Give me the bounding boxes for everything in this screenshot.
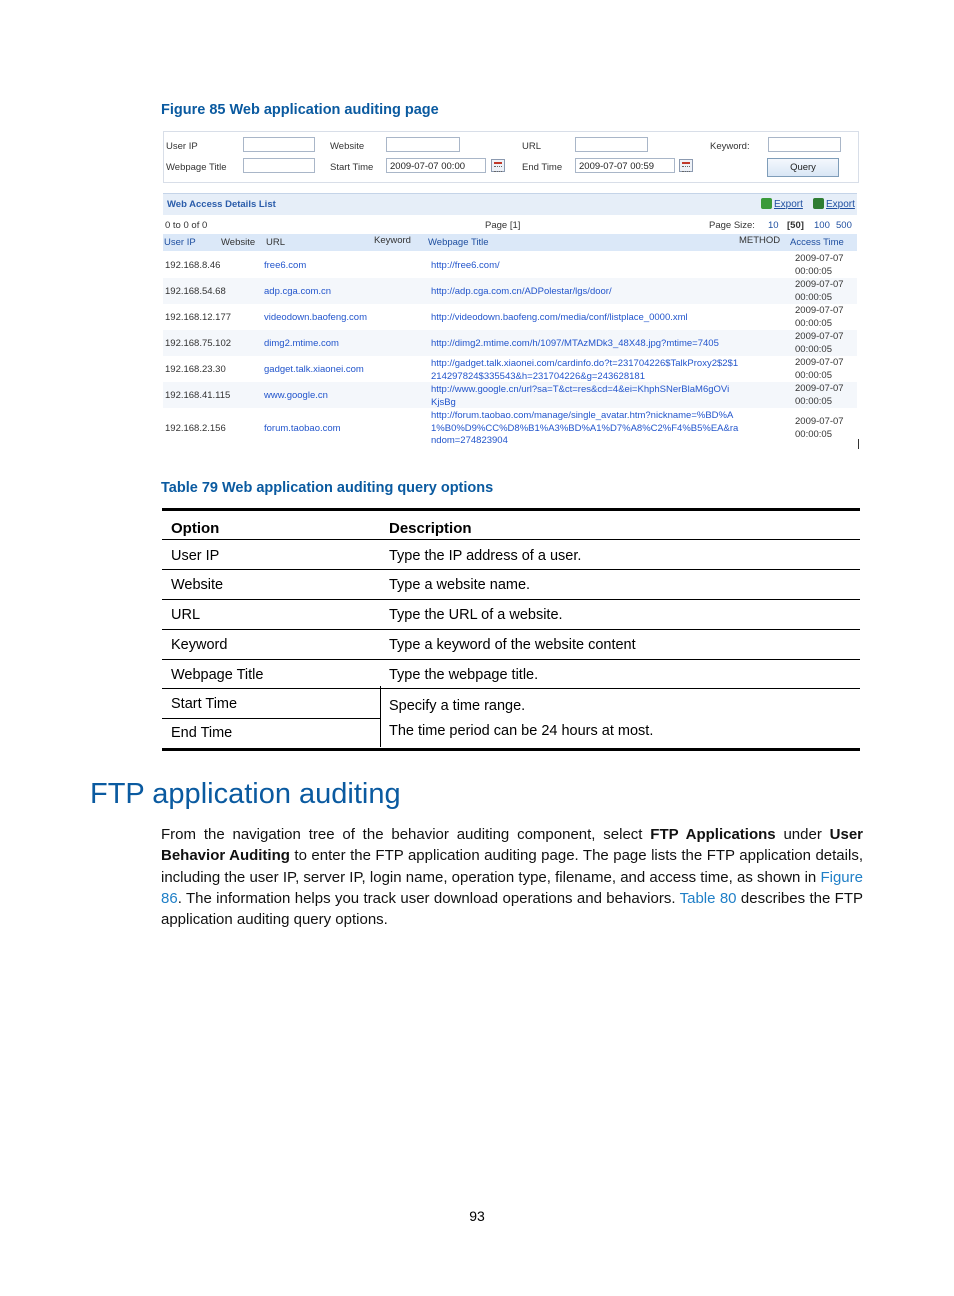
website-input[interactable] <box>386 137 460 152</box>
col-webpage-title[interactable]: Webpage Title <box>428 237 489 248</box>
row-url[interactable]: http://www.google.cn/url?sa=T&ct=res&cd=4&ei=KhphSNerBlaM6gOVi KjsBg <box>431 384 730 408</box>
user-ip-label: User IP <box>166 141 198 152</box>
header-option: Option <box>171 520 220 537</box>
page-size-100[interactable]: 100 <box>814 220 830 231</box>
row-url[interactable]: http://videodown.baofeng.com/media/conf/listplace_0000.xml <box>431 312 688 323</box>
row-url[interactable]: http://adp.cga.com.cn/ADPolestar/lgs/door/ <box>431 286 612 297</box>
url-input[interactable] <box>575 137 648 152</box>
calendar-icon[interactable] <box>491 159 505 172</box>
row-access-time: 2009-07-07 00:00:05 <box>795 279 844 303</box>
end-time-label: End Time <box>522 162 563 173</box>
page-indicator: Page [1] <box>485 220 521 231</box>
table-row <box>162 600 860 630</box>
table-bottom-rule <box>162 748 860 751</box>
figure-caption: Figure 85 Web application auditing page <box>161 102 439 118</box>
figure-link[interactable]: Figure 86 <box>161 868 863 907</box>
option-cell: Website <box>171 577 224 593</box>
start-time-input[interactable]: 2009-07-07 00:00 <box>386 158 486 173</box>
row-access-time: 2009-07-07 00:00:05 <box>795 416 844 440</box>
row-access-time: 2009-07-07 00:00:05 <box>795 305 844 329</box>
option-cell: User IP <box>171 548 220 564</box>
row-user-ip: 192.168.23.30 <box>165 364 226 375</box>
col-method[interactable]: METHOD <box>739 235 781 246</box>
row-website[interactable]: videodown.baofeng.com <box>264 312 367 323</box>
col-keyword[interactable]: Keyword <box>374 235 411 246</box>
bold-text: User Behavior Auditing <box>161 826 864 865</box>
row-url[interactable]: http://forum.taobao.com/manage/single_avatar.htm?nickname=%BD%A 1%B0%D9%CC%D8%B1%A3%BD%A1%D7%A8%C2%F4%B5%EA&ra ndom=274823904 <box>431 410 739 446</box>
description-cell: Type a website name. <box>389 577 531 593</box>
keyword-input[interactable] <box>768 137 841 152</box>
option-cell: Webpage Title <box>171 667 264 683</box>
table-row <box>162 540 860 570</box>
table-row <box>163 278 857 304</box>
export-excel-button[interactable] <box>813 198 855 210</box>
list-title: Web Access Details List <box>167 199 276 210</box>
row-url[interactable]: http://gadget.talk.xiaonei.com/cardinfo.do?t=231704226$TalkProxy2$2$1 214297824$335543&h=231704226&g=243628181 <box>431 358 739 382</box>
row-website[interactable]: adp.cga.com.cn <box>264 286 332 297</box>
description-cell: Type the IP address of a user. <box>389 548 582 564</box>
table-row <box>163 330 857 356</box>
scrollbar-edge <box>858 439 859 449</box>
table-header-row <box>162 511 860 540</box>
page-size-500[interactable]: 500 <box>836 220 852 231</box>
text: under <box>775 826 830 843</box>
row-user-ip: 192.168.41.115 <box>165 390 231 401</box>
export-icon <box>761 198 772 209</box>
row-website[interactable]: www.google.cn <box>264 390 328 401</box>
col-url[interactable]: URL <box>266 237 286 248</box>
row-website[interactable]: dimg2.mtime.com <box>264 338 339 349</box>
table-row <box>163 356 857 382</box>
bold-text: FTP Applications <box>650 826 776 843</box>
row-user-ip: 192.168.12.177 <box>165 312 232 323</box>
row-access-time: 2009-07-07 00:00:05 <box>795 383 844 407</box>
row-website[interactable]: free6.com <box>264 260 307 271</box>
option-cell: End Time <box>171 725 233 741</box>
cell-divider <box>162 718 380 719</box>
table-row-time-range <box>162 689 860 748</box>
row-url[interactable]: http://free6.com/ <box>431 260 500 271</box>
section-heading: FTP application auditing <box>90 778 401 810</box>
export-label: Export <box>774 199 803 210</box>
table-row <box>162 570 860 600</box>
list-header <box>163 193 857 215</box>
col-access-time[interactable]: Access Time <box>790 237 844 248</box>
text: to enter the FTP application auditing page. The page lists the FTP application details, including the user IP, server IP, login name, operation type, filename, and access time, as shown in <box>161 847 863 886</box>
start-time-label: Start Time <box>330 162 374 173</box>
keyword-label: Keyword: <box>710 141 750 152</box>
col-user-ip[interactable]: User IP <box>164 237 196 248</box>
webpage-title-input[interactable] <box>243 158 315 173</box>
row-access-time: 2009-07-07 00:00:05 <box>795 357 844 381</box>
row-user-ip: 192.168.8.46 <box>165 260 221 271</box>
record-count: 0 to 0 of 0 <box>165 220 208 231</box>
query-button[interactable]: Query <box>767 158 839 177</box>
pagination-bar <box>163 216 857 233</box>
table-row <box>163 382 857 408</box>
table-row <box>163 252 857 278</box>
export-button[interactable] <box>761 198 803 210</box>
export-label: Export <box>826 199 855 210</box>
column-header-row <box>163 234 857 251</box>
row-access-time: 2009-07-07 00:00:05 <box>795 253 844 277</box>
row-access-time: 2009-07-07 00:00:05 <box>795 331 844 355</box>
description-cell: The time period can be 24 hours at most. <box>389 723 654 739</box>
page-size-10[interactable]: 10 <box>768 220 779 231</box>
header-description: Description <box>389 520 472 537</box>
page-size-50[interactable]: [50] <box>787 220 804 231</box>
website-label: Website <box>330 141 365 152</box>
table-row <box>163 408 857 448</box>
query-panel <box>163 131 859 183</box>
description-cell: Type the URL of a website. <box>389 607 563 623</box>
description-cell: Type the webpage title. <box>389 667 539 683</box>
page-number: 93 <box>469 1208 485 1224</box>
calendar-icon[interactable] <box>679 159 693 172</box>
end-time-input[interactable]: 2009-07-07 00:59 <box>575 158 675 173</box>
row-url[interactable]: http://dimg2.mtime.com/h/1097/MTAzMDk3_48X48.jpg?mtime=7405 <box>431 338 719 349</box>
table-row <box>162 630 860 660</box>
description-cell: Specify a time range. <box>389 698 526 714</box>
column-divider <box>380 686 381 747</box>
page-size-label: Page Size: <box>709 220 755 231</box>
body-paragraph <box>161 824 863 930</box>
row-user-ip: 192.168.54.68 <box>165 286 226 297</box>
option-cell: URL <box>171 607 201 623</box>
table-row <box>163 304 857 330</box>
row-user-ip: 192.168.75.102 <box>165 338 232 349</box>
table-caption: Table 79 Web application auditing query options <box>161 480 494 496</box>
row-website[interactable]: gadget.talk.xiaonei.com <box>264 364 364 375</box>
url-label: URL <box>522 141 542 152</box>
text: From the navigation tree of the behavior auditing component, select <box>161 826 651 843</box>
text: describes the FTP application auditing query options. <box>161 889 864 929</box>
option-cell: Keyword <box>171 637 228 653</box>
excel-icon <box>813 198 824 209</box>
options-table <box>162 508 860 751</box>
option-cell: Start Time <box>171 696 238 712</box>
webpage-title-label: Webpage Title <box>166 162 227 173</box>
table-row <box>162 660 860 689</box>
row-website[interactable]: forum.taobao.com <box>264 423 341 434</box>
user-ip-input[interactable] <box>243 137 315 152</box>
row-user-ip: 192.168.2.156 <box>165 423 226 434</box>
description-cell: Type a keyword of the website content <box>389 637 636 653</box>
col-website[interactable]: Website <box>221 237 256 248</box>
table-link[interactable]: Table 80 <box>679 889 737 907</box>
web-auditing-screenshot <box>161 131 859 449</box>
text: . The information helps you track user download operations and behaviors. <box>177 889 680 907</box>
